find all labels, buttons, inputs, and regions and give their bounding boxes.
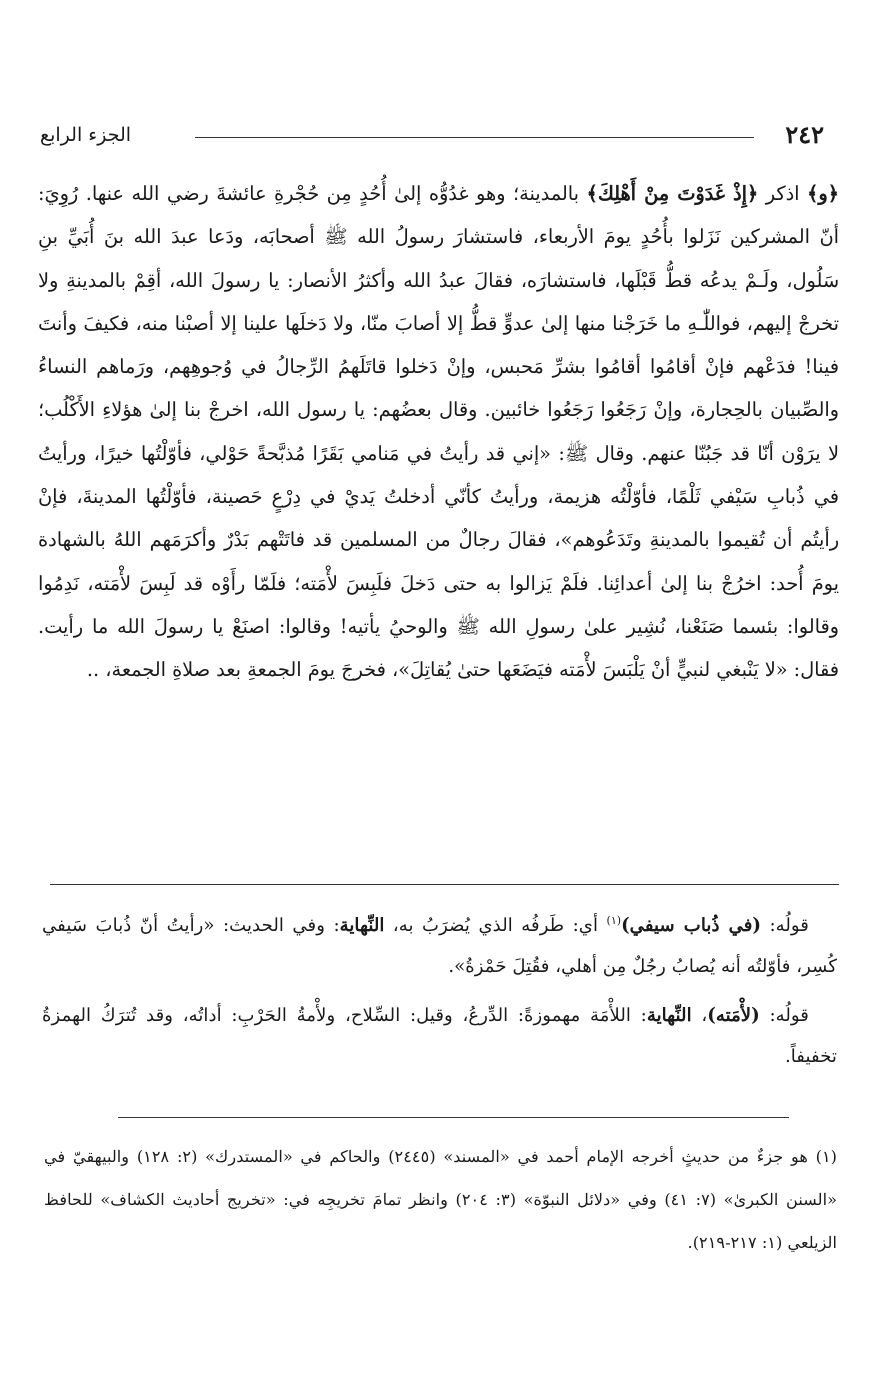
footnote-1: (١) هو جزءٌ من حديثٍ أخرجه الإمام أحمد في «المسند» (٢٤٤٥) والحاكم في «المستدرك» (٢: ١٢٨) والبيهقيّ في «السنن الكبرىٰ» (٧: ٤١) وفي «دلائل النبوّة» (٣: ٢٠٤) وانظر تمامَ تخريجِه في: «تخريج أحاديث الكشاف» للحافظ الزيلعي (١: ٢١٧-٢١٩). xyxy=(44,1147,837,1252)
footnote-divider xyxy=(118,1117,789,1118)
commentary-source-1: النِّهاية xyxy=(339,915,385,937)
quran-bracket-close: ﴾ xyxy=(807,182,819,205)
commentary-divider xyxy=(50,884,839,885)
verse-word-segment xyxy=(807,182,839,205)
part-title: الجزء الرابع xyxy=(40,124,132,146)
commentary-prefix-2: قولُه: xyxy=(759,1005,810,1027)
commentary-paragraph-2 xyxy=(42,995,837,1077)
commentary-section xyxy=(42,900,837,1085)
header-rule xyxy=(195,137,754,138)
verse-word: و xyxy=(818,182,828,205)
commentary-paragraph-1 xyxy=(42,900,837,987)
verse-phrase: إِذْ غَدَوْتَ مِنْ أَهْلِكَ xyxy=(597,182,747,205)
main-text xyxy=(38,172,839,692)
commentary-rest-2: : اللأْمَة مهموزةً: الدِّرعُ، وقيل: السِّلاح، ولأْمةُ الحَرْبِ: أداتُه، وقد تُترَكُ الهمزةُ تخفيفاً. xyxy=(42,1005,837,1068)
page-header xyxy=(40,118,824,152)
page-number: ٢٤٢ xyxy=(785,120,824,149)
quran-bracket-open: ﴿ xyxy=(827,182,839,205)
verse-phrase-segment xyxy=(587,182,759,205)
commentary-source-2: النِّهاية xyxy=(646,1005,692,1027)
commentary-rest-1: : وفي الحديث: «رأيتُ أنّ ذُبابَ سَيفي كُسِر، فأوّلتُه أنه يُصابُ رجُلٌ مِن أهلي، فقُتِلَ حَمْزةُ». xyxy=(42,915,837,978)
commentary-prefix-1: قولُه: xyxy=(761,915,810,937)
commentary-sep-2: ، xyxy=(691,1005,708,1027)
footnote-marker[interactable]: (١) xyxy=(606,914,622,927)
quran-bracket-open-2: ﴿ xyxy=(746,182,759,205)
quran-bracket-close-2: ﴾ xyxy=(586,182,598,205)
main-body-text: بالمدينة؛ وهو غدُوُّه إلىٰ أُحُدٍ مِن حُجْرةِ عائشةَ رضي الله عنها. رُوِيَ: أنّ المشركين نَزَلوا بأُحُدٍ يومَ الأربعاء، فاستشارَ رسولُ الله ﷺ أصحابَه، ودَعا عبدَ الله بنَ أُبَيِّ بنِ سَلُول، ولَـمْ يدعُه قطُّ قَبْلَها، فاستشارَه، فقالَ عبدُ الله وأكثرُ الأنصار: يا رسولَ الله، أقِمْ بالمدينةِ ولا تخرجْ إليهم، فواللّٰـهِ ما خَرَجْنا منها إلىٰ عدوٍّ قطُّ إلا أصابَ منّا، ولا دَخلَها علينا إلا أصبْنا منه، فكيفَ وأنتَ فينا! فدَعْهم فإنْ أقامُوا أقامُوا بشرِّ مَحبس، وإنْ دَخلوا قاتَلَهمُ الرِّجالُ في وُجوهِهم، ورَماهم النساءُ والصِّبيان بالحِجارة، وإنْ رَجَعُوا رَجَعُوا خائبين. وقال بعضُهم: يا رسول الله، اخرجْ بنا إلىٰ هؤلاءِ الأَكْلُب؛ لا يرَوْن أنّا قد جَبُنّا عنهم. وقال ﷺ: «إني قد رأيتُ في مَنامي بَقَرًا مُذبَّحةً حَوْلي، فأوّلْتُها خيرًا، ورأيتُ في ذُبابِ سَيْفي ثَلْمًا، فأوّلْتُه هزيمة، ورأيتُ كأنّي أدخلتُ يَديْ في دِرْعٍ حَصينة، فأوّلْتُها المدينةَ، فإنْ رأيتُم أن تُقيموا بالمدينةِ وتَدَعُوهم»، فقالَ رجالٌ من المسلمين قد فاتَتْهم بَدْرٌ وأكرَمَهم اللهُ بالشهادة يومَ أُحد: اخرُجْ بنا إلىٰ أعدائِنا. فلَمْ يَزالوا به حتى دَخلَ فلَبِسَ لأْمَته؛ فلَمّا رأَوْه قد لَبِسَ لأْمَته، نَدِمُوا وقالوا: بئسما صَنَعْنا، نُشِير علىٰ رسولِ الله ﷺ والوحيُ يأتيه! وقالوا: اصنَعْ يا رسولَ الله ما رأيت. فقال: «لا يَنْبغي لنبيٍّ أنْ يَلْبَسَ لأْمَته فيَضَعَها حتىٰ يُقاتِلَ»، فخرجَ يومَ الجمعةِ بعد صلاةِ الجمعة، .. xyxy=(38,182,839,682)
commentary-mid-1: أي: طَرفُه الذي يُضرَبُ به، xyxy=(384,915,607,937)
commentary-term-1: (في ذُباب سيفي) xyxy=(621,915,762,937)
commentary-term-2: (لأْمَته) xyxy=(707,1005,760,1027)
intro-text: اذكر xyxy=(758,182,808,205)
